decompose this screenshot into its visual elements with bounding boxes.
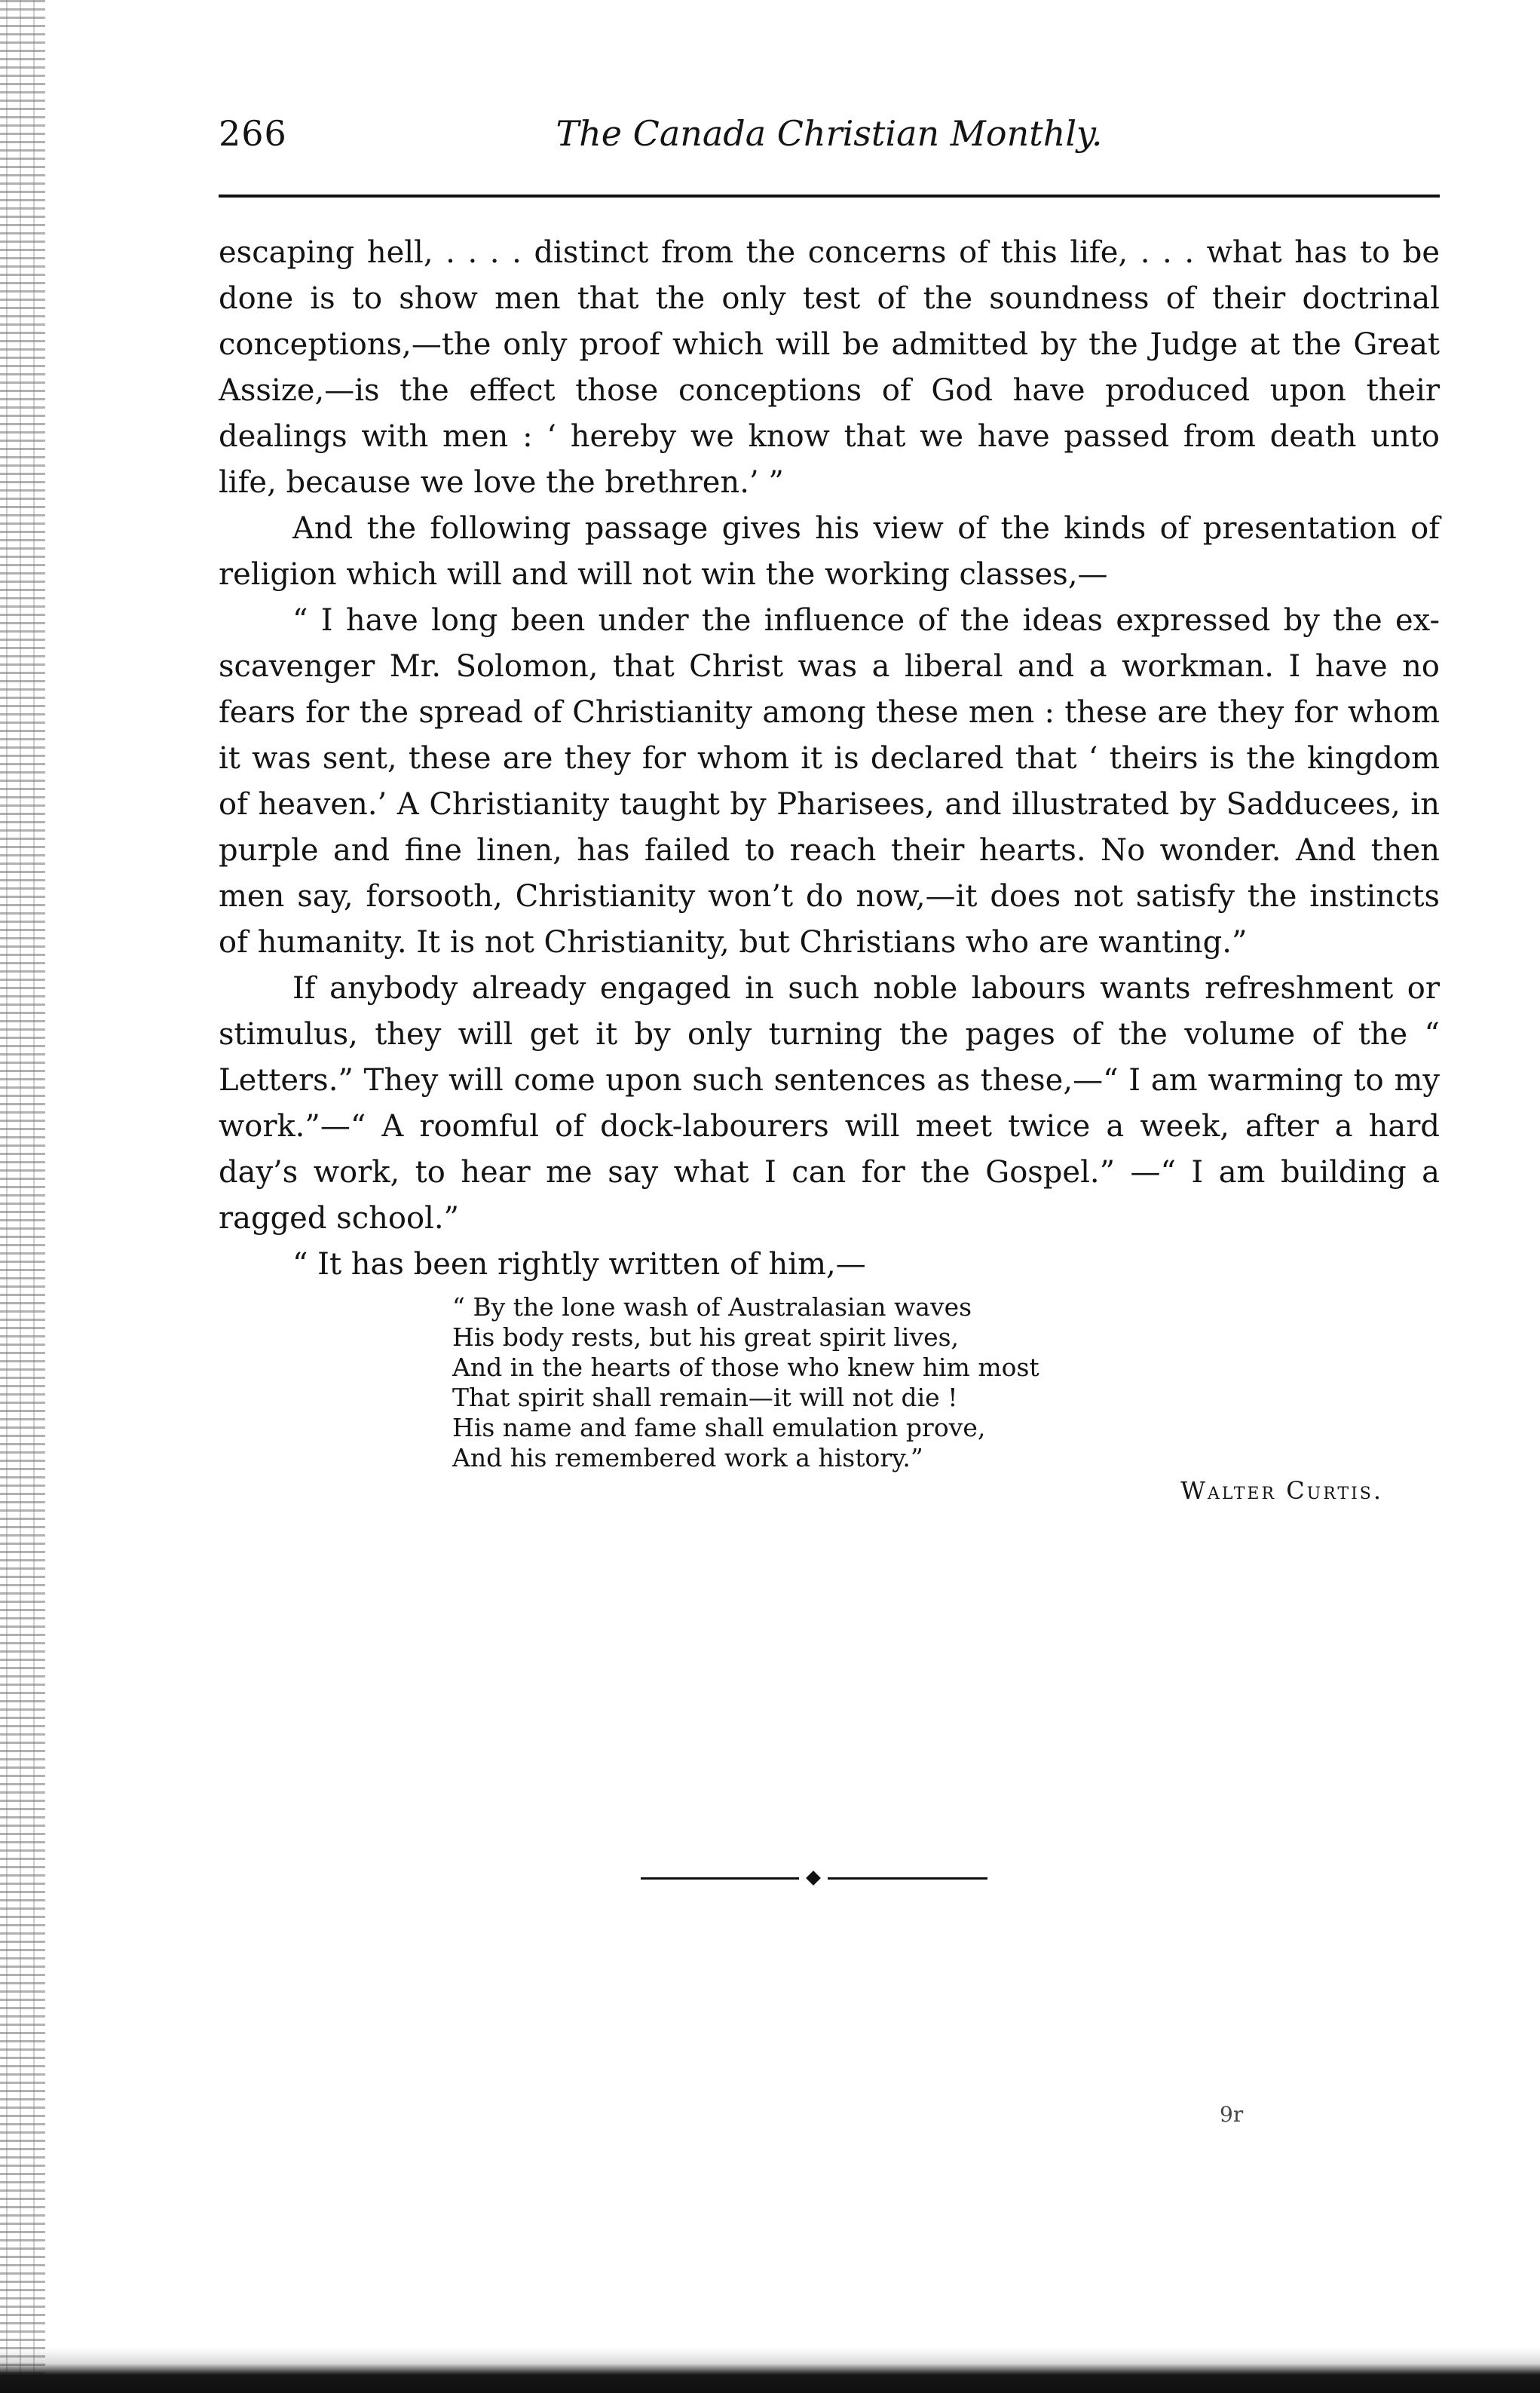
author-signature: Walter Curtis. <box>1180 1476 1383 1505</box>
paragraph-quotation: “ I have long been under the influence of the ideas expressed by the ex-scavenger Mr. Solomon, that Christ was a liberal and a workman. I have no fears for the spread of Christianity among these men : these are they for whom it was sent, these are they for whom it is declared that ‘ theirs is the kingdom of heaven.’ A Christianity taught by Pharisees, and illustrated by Sadducees, in purple and fine linen, has failed to reach their hearts. No wonder. And then men say, forsooth, Christianity won’t do now,—it does not satisfy the instincts of humanity. It is not Christianity, but Christians who are wanting.” <box>219 603 1440 960</box>
ornament-rule-left <box>641 1877 799 1880</box>
page-header <box>219 106 1440 166</box>
poem-line: “ By the lone wash of Australasian waves <box>452 1292 972 1322</box>
paragraph-continuation: escaping hell, . . . . distinct from the concerns of this life, . . . what has to be done is to show men that the only test of the soundness of their doctrinal conceptions,—the only proof which will be admitted by the Judge at the Great Assize,—is the effect those conceptions of God have produced upon their dealings with men : ‘ hereby we know that we have passed from death unto life, because we love the brethren.’ ” <box>219 235 1440 500</box>
paragraph-poem-intro: “ It has been rightly written of him,— <box>292 1247 866 1282</box>
poem-line: And his remembered work a history.” <box>452 1443 923 1472</box>
section-ornament <box>641 1871 987 1886</box>
page-mark: 9r <box>1220 2102 1244 2127</box>
scanned-page-bottom-edge <box>0 2348 1540 2393</box>
ornament-diamond <box>806 1871 821 1886</box>
memorial-poem <box>452 1292 1440 1473</box>
running-title: The Canada Christian Monthly. <box>556 113 1103 154</box>
ornament-rule-right <box>828 1877 987 1880</box>
page-number: 266 <box>219 113 287 154</box>
poem-line: That spirit shall remain—it will not die ! <box>452 1383 958 1412</box>
poem-line: His body rests, but his great spirit lives, <box>452 1322 960 1352</box>
header-rule <box>219 195 1440 198</box>
poem-line: His name and fame shall emulation prove, <box>452 1413 986 1442</box>
article-body <box>219 230 1440 1505</box>
paragraph-introduction: And the following passage gives his view of the kinds of presentation of religion which will and will not win the working classes,— <box>219 511 1440 592</box>
paragraph-letters: If anybody already engaged in such noble labours wants refreshment or stimulus, they will get it by only turning the pages of the volume of the “ Letters.” They will come upon such sentences as these,—“ I am warming to my work.”—“ A roomful of dock-labourers will meet twice a week, after a hard day’s work, to hear me say what I can for the Gospel.” —“ I am building a ragged school.” <box>219 971 1440 1236</box>
poem-line: And in the hearts of those who knew him most <box>452 1353 1039 1382</box>
scanned-page-edge <box>0 0 45 2393</box>
